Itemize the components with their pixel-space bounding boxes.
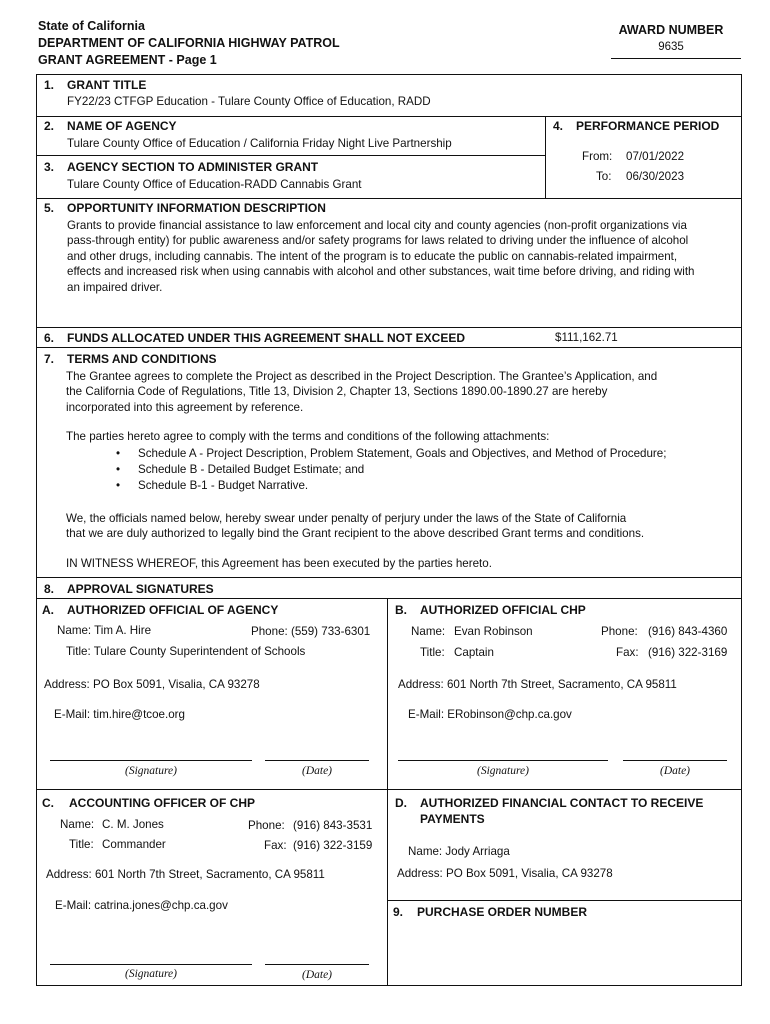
chp-official-fax: (916) 322-3169 [648,646,728,659]
date-caption: (Date) [659,765,690,777]
chp-official-title: Captain [454,646,494,659]
terms-line: the California Code of Regulations, Title 13, Division 2, Chapter 13, Sections 1890.00-1890.27 are hereby [66,385,608,399]
section-6-number: 6. [44,331,55,345]
date-caption: (Date) [301,969,332,981]
section-9-title: PURCHASE ORDER NUMBER [417,905,588,919]
section-4-title: PERFORMANCE PERIOD [576,119,720,133]
award-number-label: AWARD NUMBER [618,23,724,37]
signature-caption: (Signature) [477,765,529,777]
schedule-item: • Schedule A - Project Description, Problem Statement, Goals and Objectives, and Method of Procedure; [138,446,666,462]
section-4-number: 4. [553,119,564,133]
section-3-number: 3. [44,160,55,174]
section-5-number: 5. [44,201,55,215]
section-6-title: FUNDS ALLOCATED UNDER THIS AGREEMENT SHALL NOT EXCEED [67,331,466,345]
block-d-title-line2: PAYMENTS [420,812,485,826]
date-line-b[interactable] [623,760,727,761]
date-line-c[interactable] [265,964,369,965]
accounting-officer-title: Commander [102,838,166,851]
block-c-letter: C. [42,796,54,810]
accounting-officer-name-label: Name: [60,818,95,831]
chp-official-email: E-Mail: ERobinson@chp.ca.gov [408,708,572,721]
chp-official-fax-label: Fax: [616,646,639,659]
signature-line-a[interactable] [50,760,252,761]
accounting-officer-phone-label: Phone: [248,819,285,832]
divider [387,900,742,901]
divider [36,789,742,790]
divider [545,116,546,198]
divider [36,577,742,578]
chp-official-address: Address: 601 North 7th Street, Sacramento, CA 95811 [398,678,677,691]
divider [387,598,388,986]
chp-official-name-label: Name: [411,625,446,638]
accounting-officer-fax-label: Fax: [264,839,287,852]
agency-official-email: E-Mail: tim.hire@tcoe.org [54,708,185,721]
section-2-title: NAME OF AGENCY [67,119,177,133]
signature-line-b[interactable] [398,760,608,761]
chp-official-title-label: Title: [420,646,445,659]
agency-official-address: Address: PO Box 5091, Visalia, CA 93278 [44,678,260,691]
agency-name-value: Tulare County Office of Education / California Friday Night Live Partnership [67,137,452,150]
description-line: and other drugs, including cannabis. The intent of the program is to educate the public on cannabis-related impairment, [67,249,678,263]
schedule-item: • Schedule B - Detailed Budget Estimate; and [138,462,666,478]
agency-official-phone: Phone: (559) 733-6301 [251,625,371,638]
opportunity-description [67,218,739,295]
header-department: DEPARTMENT OF CALIFORNIA HIGHWAY PATROL [38,36,340,50]
section-8-title: APPROVAL SIGNATURES [67,582,214,596]
description-line: Grants to provide financial assistance to law enforcement and local city and county agencies (non-profit organizations via [67,219,687,232]
schedule-item: • Schedule B-1 - Budget Narrative. [138,478,666,494]
terms-paragraph-3 [66,511,738,542]
block-b-title: AUTHORIZED OFFICIAL CHP [420,603,586,617]
section-5-title: OPPORTUNITY INFORMATION DESCRIPTION [67,201,326,215]
divider [36,116,742,117]
funds-amount: $111,162.71 [555,331,618,344]
terms-paragraph-2: The parties hereto agree to comply with the terms and conditions of the following attachments: [66,430,550,443]
section-1-title: GRANT TITLE [67,78,147,92]
divider [36,598,742,599]
financial-contact-name: Name: Jody Arriaga [408,845,510,858]
terms-line: incorporated into this agreement by reference. [66,400,304,414]
chp-official-phone-label: Phone: [601,625,638,638]
period-to-value: 06/30/2023 [626,170,685,183]
schedule-list [138,446,666,494]
section-9-number: 9. [393,905,404,919]
period-from-label: From: [582,150,613,163]
witness-statement: IN WITNESS WHEREOF, this Agreement has been executed by the parties hereto. [66,557,492,570]
financial-contact-address: Address: PO Box 5091, Visalia, CA 93278 [397,867,613,880]
description-line: pass-through entity) for public awareness and/or safety programs for laws related to driving under the influence of alcohol [67,234,689,248]
section-7-number: 7. [44,352,55,366]
agency-section-value: Tulare County Office of Education-RADD Cannabis Grant [67,178,362,191]
agency-official-name: Name: Tim A. Hire [57,624,152,637]
date-caption: (Date) [301,765,332,777]
divider [36,155,545,156]
agency-official-title: Title: Tulare County Superintendent of Schools [66,645,306,658]
accounting-officer-title-label: Title: [69,838,94,851]
block-c-title: ACCOUNTING OFFICER OF CHP [69,796,255,810]
award-number-underline [611,58,741,59]
section-2-number: 2. [44,119,55,133]
grant-title-value: FY22/23 CTFGP Education - Tulare County Office of Education, RADD [67,95,431,108]
signature-caption: (Signature) [125,765,177,777]
block-a-letter: A. [42,603,54,617]
terms-line: that we are duly authorized to legally bind the Grant recipient to the above described Grant terms and conditions. [66,527,645,541]
accounting-officer-address: Address: 601 North 7th Street, Sacramento, CA 95811 [46,868,325,881]
header-block [38,18,340,69]
terms-paragraph-1 [66,369,738,415]
description-line: effects and increased risk when using cannabis with alcohol and other substances, wait time before driving, and riding with [67,265,695,279]
block-b-letter: B. [395,603,407,617]
signature-line-c[interactable] [50,964,252,965]
accounting-officer-fax: (916) 322-3159 [293,839,373,852]
accounting-officer-name: C. M. Jones [102,818,164,831]
block-d-title-line1: AUTHORIZED FINANCIAL CONTACT TO RECEIVE [420,796,704,810]
period-from-value: 07/01/2022 [626,150,685,163]
section-8-number: 8. [44,582,55,596]
block-a-title: AUTHORIZED OFFICIAL OF AGENCY [67,603,279,617]
divider [36,327,742,328]
section-7-title: TERMS AND CONDITIONS [67,352,217,366]
terms-line: The Grantee agrees to complete the Project as described in the Project Description. The Grantee’s Application, and [66,370,658,383]
section-3-title: AGENCY SECTION TO ADMINISTER GRANT [67,160,319,174]
header-document-title: GRANT AGREEMENT - Page 1 [38,53,217,67]
award-number-value: 9635 [658,41,684,53]
divider [36,347,742,348]
signature-caption: (Signature) [125,968,177,980]
section-1-number: 1. [44,78,55,92]
header-state: State of California [38,19,145,33]
block-d-letter: D. [395,796,407,810]
divider [36,198,742,199]
period-to-label: To: [596,170,612,183]
accounting-officer-phone: (916) 843-3531 [293,819,373,832]
terms-line: We, the officials named below, hereby swear under penalty of perjury under the laws of the State of California [66,512,627,525]
chp-official-phone: (916) 843-4360 [648,625,728,638]
accounting-officer-email: E-Mail: catrina.jones@chp.ca.gov [55,899,228,912]
description-line: an impaired driver. [67,280,163,294]
chp-official-name: Evan Robinson [454,625,533,638]
date-line-a[interactable] [265,760,369,761]
